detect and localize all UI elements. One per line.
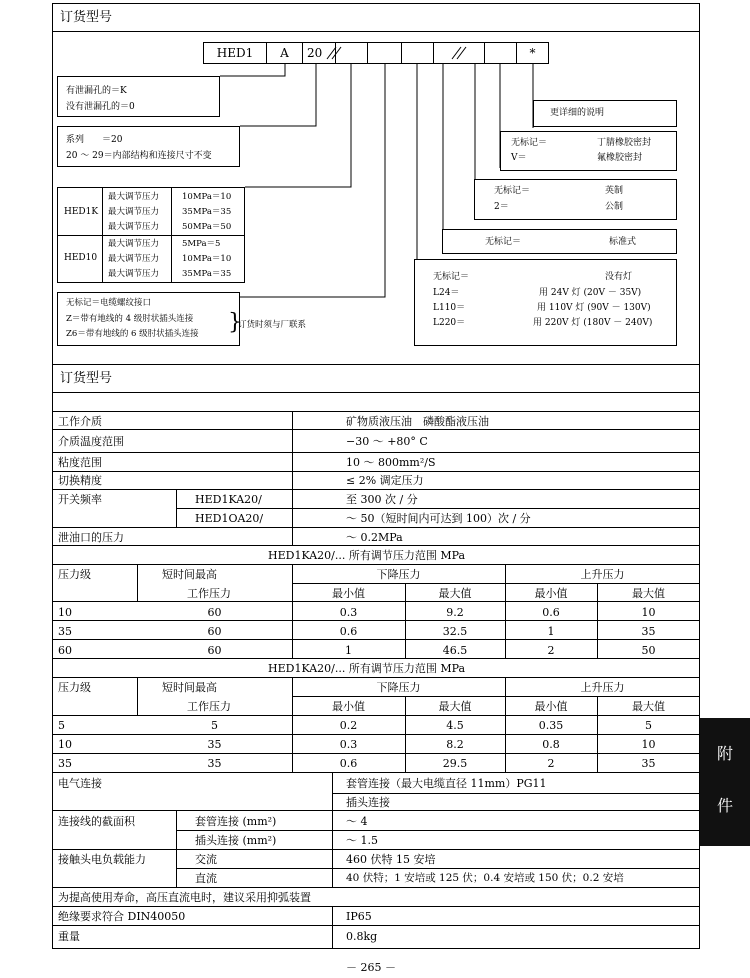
elec-wire-key2: 插头连接 (mm²) (195, 834, 277, 847)
elec-ins-label: 绝缘要求符合 DIN40050 (58, 910, 186, 923)
lamp-value: 用 24V 灯 (20V － 35V) (539, 288, 642, 298)
table1-h-short2: 工作压力 (187, 587, 231, 600)
table2-cell: 29.5 (442, 757, 468, 770)
pressure-label: 最大调节压力 (108, 239, 160, 249)
page-number: － 265 － (346, 961, 396, 974)
table2-cell: 10 (58, 738, 72, 751)
table1-title: HED1KA20/... 所有调节压力范围 MPa (268, 549, 466, 562)
table2-h-max: 最大值 (632, 700, 665, 713)
lamp-value: 没有灯 (605, 272, 633, 282)
table1-cell: 9.2 (446, 606, 464, 619)
table1-h-max: 最大值 (438, 587, 472, 600)
spec-medium-value: 矿物质液压油 磷酸酯液压油 (346, 415, 489, 428)
pressure-value: 10MPa＝10 (182, 254, 232, 264)
table2-cell: 0.35 (538, 719, 564, 732)
spec-temp-label: 介质温度范围 (58, 435, 124, 448)
table1-cell: 1 (345, 644, 352, 657)
elec-conn-value1: 套管连接（最大电缆直径 11mm）PG11 (346, 777, 547, 790)
table1-cell: 10 (641, 606, 656, 619)
table1-cell: 46.5 (442, 644, 468, 657)
table2-cell: 8.2 (446, 738, 464, 751)
table2-h-min: 最小值 (332, 700, 365, 713)
table1-cell: 60 (207, 625, 222, 638)
table1-cell: 1 (547, 625, 555, 638)
unit-value: 公制 (605, 202, 624, 212)
table1-h-min: 最小值 (332, 587, 365, 600)
table1-cell: 60 (207, 606, 222, 619)
code-cell-star: * (516, 42, 549, 64)
elec-wire-value1: ～ 4 (346, 815, 368, 828)
table2-cell: 35 (58, 757, 72, 770)
table2-h-short1: 短时间最高 (162, 681, 217, 694)
elec-load-value2: 40 伏特；1 安培或 125 伏；0.4 安培或 150 伏；0.2 安培 (346, 872, 624, 884)
table1-h-max: 最大值 (632, 587, 665, 600)
table1-cell: 35 (641, 625, 656, 638)
table2-cell: 35 (207, 738, 222, 751)
std-value: 标准式 (609, 237, 637, 247)
lamp-key: L220＝ (433, 318, 466, 328)
pressure-label: 最大调节压力 (108, 254, 160, 264)
appendix-side-tab (700, 718, 750, 846)
table2-cell: 0.2 (339, 719, 358, 732)
table1-cell: 0.3 (339, 606, 358, 619)
leak-0: 没有泄漏孔的＝0 (66, 102, 135, 112)
elec-wire-key1: 套管连接 (mm²) (195, 815, 277, 828)
spec-visc-label: 粘度范围 (58, 456, 102, 469)
pressure-label: 最大调节压力 (108, 269, 160, 279)
spec-temp-value: −30 ～ +80° C (346, 435, 428, 448)
table2-cell: 10 (641, 738, 656, 751)
table2-cell: 5 (58, 719, 65, 732)
leak-k: 有泄漏孔的＝K (66, 86, 127, 96)
table1-cell: 0.6 (542, 606, 560, 619)
spec-freq-value1: 至 300 次 / 分 (346, 493, 418, 506)
spec-freq-key1: HED1KA20/ (195, 493, 262, 506)
table2-h-up: 上升压力 (580, 681, 625, 694)
pressure-value: 35MPa＝35 (182, 207, 232, 217)
seal-key: V＝ (511, 153, 527, 163)
elec-load-key1: 交流 (195, 853, 217, 866)
table2-h-min: 最小值 (534, 700, 568, 713)
spec-leak-label: 泄油口的压力 (58, 531, 124, 544)
unit-value: 英制 (605, 186, 624, 196)
elec-conn-value2: 插头连接 (346, 796, 390, 809)
table1-cell: 0.6 (339, 625, 358, 638)
table1-cell: 2 (547, 644, 555, 657)
conn-line1: 无标记＝电缆螺纹接口 (66, 298, 152, 308)
table2-cell: 5 (645, 719, 652, 732)
conn-line3: Z6＝带有地线的 6 级肘状插头连接 (66, 329, 199, 339)
pressure-value: 5MPa＝5 (182, 239, 221, 249)
elec-weight-value: 0.8kg (346, 930, 378, 943)
series-line2: 20 ～ 29＝内部结构和连接尺寸不变 (66, 151, 212, 161)
lamp-value: 用 220V 灯 (180V － 240V) (533, 318, 653, 328)
spec-freq-key2: HED1OA20/ (195, 512, 264, 525)
table2-cell: 4.5 (446, 719, 464, 732)
unit-key: 2＝ (494, 202, 509, 212)
code-cell-a: A (266, 42, 303, 64)
pressure-group-hed1k: HED1K (64, 207, 99, 217)
elec-load-label: 接触头电负载能力 (58, 853, 146, 866)
pressure-value: 50MPa＝50 (182, 222, 232, 232)
seal-value: 丁腈橡胶密封 (597, 138, 652, 148)
spec-acc-label: 切换精度 (58, 474, 102, 487)
conn-note: 订货时须与厂联系 (238, 320, 307, 330)
detail-label: 更详细的说明 (550, 108, 605, 118)
code-cell-20: 20 (302, 42, 336, 64)
table1-cell: 35 (58, 625, 72, 638)
elec-note: 为提高使用寿命，高压直流电时，建议采用抑弧装置 (58, 891, 311, 904)
table1-h-min: 最小值 (534, 587, 568, 600)
pressure-value: 10MPa＝10 (182, 192, 232, 202)
lamp-value: 用 110V 灯 (90V － 130V) (537, 303, 651, 313)
elec-load-value1: 460 伏特 15 安培 (346, 853, 436, 866)
code-cell-hed1: HED1 (203, 42, 267, 64)
table2-title: HED1KA20/... 所有调节压力范围 MPa (268, 662, 466, 675)
lamp-key: L110＝ (433, 303, 466, 313)
table1-cell: 32.5 (442, 625, 468, 638)
table1-h-down: 下降压力 (376, 568, 421, 581)
unit-key: 无标记＝ (494, 186, 531, 196)
seal-value: 氟橡胶密封 (597, 153, 643, 163)
elec-load-key2: 直流 (195, 872, 217, 885)
spec-medium-label: 工作介质 (58, 415, 102, 428)
table2-cell: 0.8 (542, 738, 560, 751)
table2-cell: 5 (211, 719, 218, 732)
table2-h-down: 下降压力 (376, 681, 421, 694)
table2-cell: 35 (207, 757, 222, 770)
table1-h-up: 上升压力 (580, 568, 625, 581)
seal-key: 无标记＝ (511, 138, 548, 148)
spec-leak-value: ～ 0.2MPa (346, 531, 403, 544)
table2-cell: 0.3 (339, 738, 358, 751)
pressure-value: 35MPa＝35 (182, 269, 232, 279)
table1-cell: 50 (641, 644, 656, 657)
series-line1: 系列 ＝20 (66, 135, 123, 145)
lamp-key: L24＝ (433, 288, 460, 298)
elec-wire-value2: ～ 1.5 (346, 834, 378, 847)
side-tab-char2: 件 (717, 796, 734, 815)
table1-cell: 10 (58, 606, 72, 619)
elec-wire-label: 连接线的截面积 (58, 815, 135, 828)
spec-visc-value: 10 ～ 800mm²/S (346, 456, 436, 469)
table2-h-max: 最大值 (438, 700, 472, 713)
lamp-key: 无标记＝ (433, 272, 470, 282)
std-key: 无标记＝ (485, 237, 522, 247)
table2-cell: 0.6 (339, 757, 358, 770)
table1-cell: 60 (58, 644, 72, 657)
section-title-spec: 订货型号 (60, 371, 113, 386)
elec-weight-label: 重量 (58, 930, 80, 943)
pressure-label: 最大调节压力 (108, 222, 160, 232)
table2-h-level: 压力级 (58, 681, 91, 694)
spec-freq-label: 开关频率 (58, 493, 102, 506)
table1-h-level: 压力级 (58, 568, 91, 581)
spec-acc-value: ≤ 2% 调定压力 (346, 474, 424, 487)
elec-conn-label: 电气连接 (58, 777, 102, 790)
pressure-label: 最大调节压力 (108, 207, 160, 217)
pressure-group-hed10: HED10 (64, 253, 98, 263)
spec-freq-value2: ～ 50（短时间内可达到 100）次 / 分 (346, 512, 531, 525)
pressure-label: 最大调节压力 (108, 192, 160, 202)
section-title-ordering: 订货型号 (60, 10, 113, 25)
conn-line2: Z＝带有地线的 4 级肘状插头连接 (66, 314, 194, 324)
table1-cell: 60 (207, 644, 222, 657)
table1-h-short1: 短时间最高 (162, 568, 217, 581)
side-tab-char1: 附 (717, 744, 734, 763)
conn-brace: } (228, 310, 242, 335)
table2-h-short2: 工作压力 (187, 700, 231, 713)
table2-cell: 2 (547, 757, 555, 770)
elec-ins-value: IP65 (346, 910, 372, 923)
table2-cell: 35 (641, 757, 656, 770)
